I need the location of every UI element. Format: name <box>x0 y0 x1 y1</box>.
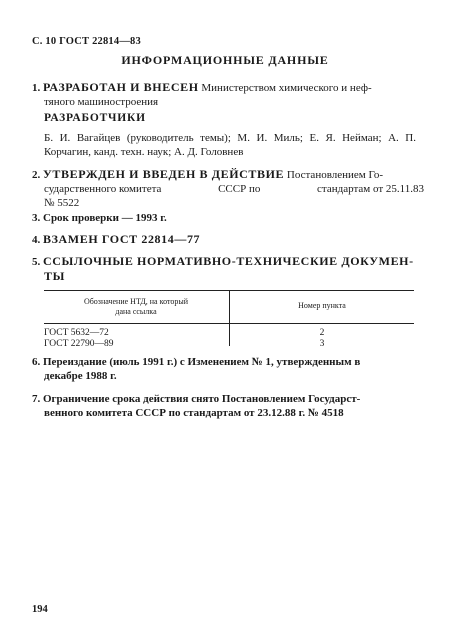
item-caps-label: УТВЕРЖДЕН И ВВЕДЕН В ДЕЙСТВИЕ <box>43 167 285 181</box>
item-7-validity <box>32 392 424 420</box>
header-line: Обозначение НТД, на который <box>83 297 189 306</box>
item-text-part: сударственного комитета <box>44 183 162 195</box>
item-number: 2. <box>32 169 41 181</box>
table-column-documents <box>44 328 114 350</box>
item-text-continuation: № 5522 <box>44 197 80 209</box>
table-column-clauses <box>230 328 414 350</box>
item-number: 5. <box>32 256 41 268</box>
item-text: Министерством химического и неф- <box>201 82 372 94</box>
item-1-developed-by <box>32 80 422 109</box>
item-text: Ограничение срока действия снято Постановлением Государст- <box>43 393 361 405</box>
item-text-part: СССР по <box>218 183 261 195</box>
item-number: 4. <box>32 234 41 246</box>
item-caps-label: ВЗАМЕН ГОСТ 22814—77 <box>43 232 201 246</box>
item-text: Постановлением Го- <box>286 169 384 181</box>
section-title: ИНФОРМАЦИОННЫЕ ДАННЫЕ <box>121 53 329 67</box>
item-2-approved <box>32 167 424 210</box>
item-text-continuation: венного комитета СССР по стандартам от 23.12.88 г. № 4518 <box>44 407 344 419</box>
item-number: 6. <box>32 356 41 368</box>
table-cell-clause: 3 <box>319 339 325 349</box>
table-header-clause: Номер пункта <box>298 301 346 310</box>
item-number: 3. <box>32 212 41 224</box>
item-text-continuation: тяного машиностроения <box>44 96 159 108</box>
item-caps-label: РАЗРАБОТАН И ВНЕСЕН <box>43 80 199 94</box>
item-text: Срок проверки — 1993 г. <box>43 212 167 224</box>
developers-list: Б. И. Вагайцев (руководитель темы); М. И. Миль; Е. Я. Нейман; А. П. Корчагин, канд. техн. наук; А. Д. Головнев <box>44 132 416 158</box>
table-cell-doc: ГОСТ 22790—89 <box>44 339 114 349</box>
item-caps-label: ССЫЛОЧНЫЕ НОРМАТИВНО-ТЕХНИЧЕСКИЕ ДОКУМЕН- <box>43 254 414 268</box>
developers-label: РАЗРАБОТЧИКИ <box>44 112 146 124</box>
header-line: дана ссылка <box>115 307 157 316</box>
table-cell-doc: ГОСТ 5632—72 <box>44 328 109 338</box>
running-header: С. 10 ГОСТ 22814—83 <box>32 36 141 47</box>
page-number: 194 <box>32 604 48 615</box>
table-cell-clause: 2 <box>319 328 325 338</box>
item-text: Переиздание (июль 1991 г.) с Изменением № 1, утвержденным в <box>43 356 361 368</box>
item-text-part: стандартам от 25.11.83 <box>317 183 424 195</box>
item-6-reissue <box>32 355 422 383</box>
item-4-replaces <box>32 232 200 247</box>
item-number: 7. <box>32 393 41 405</box>
item-5-reference-documents <box>32 254 424 283</box>
item-number: 1. <box>32 82 41 94</box>
table-header-document <box>44 297 228 317</box>
item-text-continuation: декабре 1988 г. <box>44 370 117 382</box>
item-3-review-date <box>32 211 167 225</box>
item-caps-continuation: ТЫ <box>44 269 65 283</box>
